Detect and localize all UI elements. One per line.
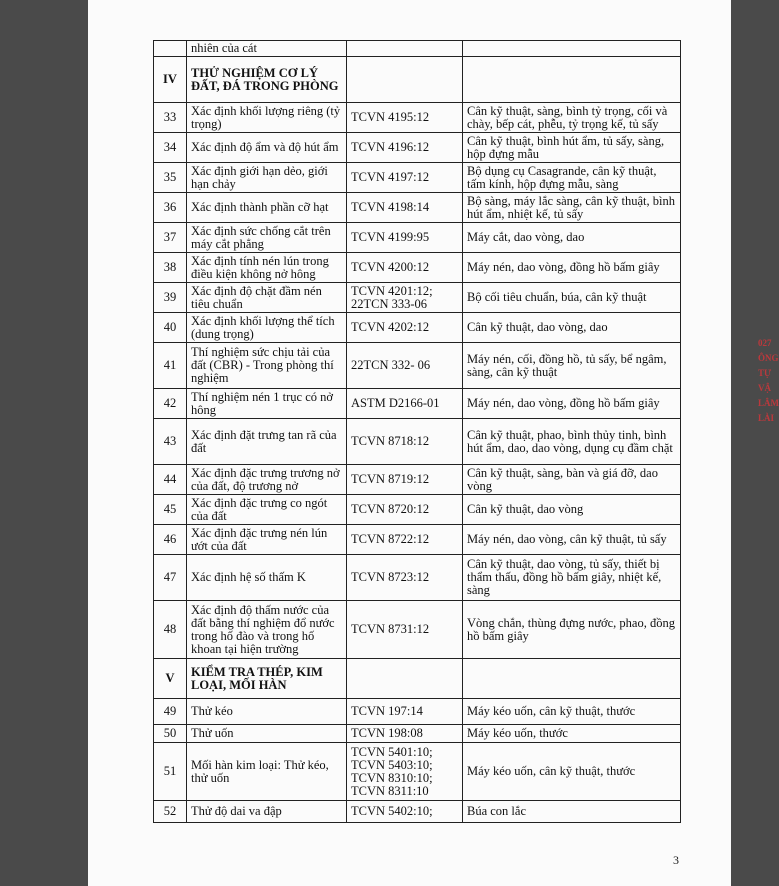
row-number: 33: [154, 103, 187, 133]
test-standard: TCVN 4195:12: [347, 103, 463, 133]
test-table-body: [154, 41, 681, 823]
row-number: 41: [154, 343, 187, 389]
row-number: 44: [154, 465, 187, 495]
test-name: Xác định độ ẩm và độ hút ẩm: [187, 133, 347, 163]
section-row: [154, 659, 681, 699]
test-name: Xác định độ thấm nước của đất bằng thí nghiệm đổ nước trong hố đào và trong hố khoan tại hiện trường: [187, 601, 347, 659]
test-name: Xác định sức chống cắt trên máy cắt phẳng: [187, 223, 347, 253]
stamp-text: VẬ: [758, 383, 771, 393]
table-row: [154, 725, 681, 743]
test-standard: TCVN 4201:12; 22TCN 333-06: [347, 283, 463, 313]
table-row: [154, 253, 681, 283]
test-standard: TCVN 8731:12: [347, 601, 463, 659]
row-number: 34: [154, 133, 187, 163]
test-standard: [347, 57, 463, 103]
test-standard: TCVN 5402:10;: [347, 801, 463, 823]
test-standard: TCVN 4202:12: [347, 313, 463, 343]
test-name: Xác định đặc trưng co ngót của đất: [187, 495, 347, 525]
test-standard: TCVN 4196:12: [347, 133, 463, 163]
test-name: Xác định đặc trưng nén lún ướt của đất: [187, 525, 347, 555]
test-table: [153, 40, 681, 823]
table-row: [154, 495, 681, 525]
test-name: Thí nghiệm nén 1 trục có nở hông: [187, 389, 347, 419]
test-standard: ASTM D2166-01: [347, 389, 463, 419]
row-number: 49: [154, 699, 187, 725]
table-row: [154, 133, 681, 163]
row-number: 50: [154, 725, 187, 743]
table-row: [154, 103, 681, 133]
test-equipment: Máy cắt, dao vòng, dao: [463, 223, 681, 253]
test-equipment: Bộ sàng, máy lắc sàng, cân kỹ thuật, bình hút ẩm, nhiệt kế, tủ sấy: [463, 193, 681, 223]
test-name: Xác định thành phần cỡ hạt: [187, 193, 347, 223]
test-standard: TCVN 8718:12: [347, 419, 463, 465]
table-row: [154, 283, 681, 313]
test-standard: [347, 41, 463, 57]
table-row: [154, 525, 681, 555]
test-name: THỬ NGHIỆM CƠ LÝ ĐẤT, ĐÁ TRONG PHÒNG: [187, 57, 347, 103]
test-equipment: Cân kỹ thuật, dao vòng, tủ sấy, thiết bị thẩm thấu, đồng hồ bấm giây, nhiệt kế, sàng: [463, 555, 681, 601]
test-equipment: Máy nén, dao vòng, cân kỹ thuật, tủ sấy: [463, 525, 681, 555]
test-equipment: [463, 41, 681, 57]
stamp-text: LÀI: [758, 413, 775, 423]
test-standard: TCVN 8723:12: [347, 555, 463, 601]
test-name: Xác định đặt trưng tan rã của đất: [187, 419, 347, 465]
test-equipment: Máy kéo uốn, cân kỹ thuật, thước: [463, 699, 681, 725]
test-equipment: Búa con lắc: [463, 801, 681, 823]
row-number: [154, 41, 187, 57]
table-row: [154, 313, 681, 343]
test-name: Xác định khối lượng thể tích (dung trọng): [187, 313, 347, 343]
test-name: Xác định độ chặt đầm nén tiêu chuẩn: [187, 283, 347, 313]
test-equipment: Cân kỹ thuật, dao vòng: [463, 495, 681, 525]
row-number: 39: [154, 283, 187, 313]
row-number: 43: [154, 419, 187, 465]
table-row: [154, 555, 681, 601]
table-row: [154, 419, 681, 465]
test-equipment: Vòng chắn, thùng đựng nước, phao, đồng hồ bấm giây: [463, 601, 681, 659]
row-number: IV: [154, 57, 187, 103]
document-page: [88, 0, 731, 886]
table-row: [154, 743, 681, 801]
test-name: Thử độ dai va đập: [187, 801, 347, 823]
test-name: Thử uốn: [187, 725, 347, 743]
test-equipment: Cân kỹ thuật, sàng, bình tỷ trọng, cối và chày, bếp cát, phễu, tỷ trọng kế, tủ sấy: [463, 103, 681, 133]
test-standard: TCVN 4200:12: [347, 253, 463, 283]
test-equipment: Máy nén, dao vòng, đồng hồ bấm giây: [463, 389, 681, 419]
test-name: KIỂM TRA THÉP, KIM LOẠI, MỐI HÀN: [187, 659, 347, 699]
table-row: [154, 41, 681, 57]
table-row: [154, 163, 681, 193]
table-row: [154, 223, 681, 253]
table-row: [154, 801, 681, 823]
row-number: 45: [154, 495, 187, 525]
test-name: nhiên của cát: [187, 41, 347, 57]
test-equipment: Máy nén, cối, đồng hồ, tủ sấy, bể ngâm, sàng, cân kỹ thuật: [463, 343, 681, 389]
row-number: 47: [154, 555, 187, 601]
table-row: [154, 465, 681, 495]
row-number: 40: [154, 313, 187, 343]
stamp-text: TỰ: [758, 368, 772, 378]
row-number: 42: [154, 389, 187, 419]
test-equipment: [463, 57, 681, 103]
test-equipment: Cân kỹ thuật, phao, bình thủy tinh, bình hút ẩm, dao, dao vòng, dụng cụ đầm chặt: [463, 419, 681, 465]
test-equipment: Bộ cối tiêu chuẩn, búa, cân kỹ thuật: [463, 283, 681, 313]
test-equipment: Máy nén, dao vòng, đồng hồ bấm giây: [463, 253, 681, 283]
table-row: [154, 389, 681, 419]
row-number: 37: [154, 223, 187, 253]
test-equipment: Cân kỹ thuật, dao vòng, dao: [463, 313, 681, 343]
row-number: 36: [154, 193, 187, 223]
test-standard: [347, 659, 463, 699]
test-name: Thử kéo: [187, 699, 347, 725]
page-number: 3: [673, 853, 679, 867]
test-name: Xác định hệ số thấm K: [187, 555, 347, 601]
stamp-text: 027: [758, 338, 772, 348]
test-equipment: [463, 659, 681, 699]
test-standard: TCVN 4197:12: [347, 163, 463, 193]
table-row: [154, 699, 681, 725]
row-number: V: [154, 659, 187, 699]
row-number: 35: [154, 163, 187, 193]
test-standard: TCVN 198:08: [347, 725, 463, 743]
stamp-text: LÂM: [758, 398, 779, 408]
test-equipment: Máy kéo uốn, thước: [463, 725, 681, 743]
table-row: [154, 193, 681, 223]
test-equipment: Bộ dụng cụ Casagrande, cân kỹ thuật, tấm kính, hộp đựng mẫu, sàng: [463, 163, 681, 193]
row-number: 38: [154, 253, 187, 283]
row-number: 46: [154, 525, 187, 555]
row-number: 51: [154, 743, 187, 801]
table-row: [154, 601, 681, 659]
row-number: 48: [154, 601, 187, 659]
table-row: [154, 343, 681, 389]
test-name: Xác định khối lượng riêng (tỷ trọng): [187, 103, 347, 133]
test-name: Xác định giới hạn dẻo, giới hạn chảy: [187, 163, 347, 193]
test-table-wrapper: [153, 40, 681, 823]
test-name: Mối hàn kim loại: Thử kéo, thử uốn: [187, 743, 347, 801]
row-number: 52: [154, 801, 187, 823]
test-equipment: Máy kéo uốn, cân kỹ thuật, thước: [463, 743, 681, 801]
test-standard: TCVN 8719:12: [347, 465, 463, 495]
red-stamp-fragment: [758, 336, 779, 456]
test-standard: TCVN 4198:14: [347, 193, 463, 223]
test-name: Xác định tính nén lún trong điều kiện không nở hông: [187, 253, 347, 283]
test-standard: TCVN 4199:95: [347, 223, 463, 253]
stamp-text: ÔNG: [758, 353, 779, 363]
test-standard: 22TCN 332- 06: [347, 343, 463, 389]
test-standard: TCVN 8722:12: [347, 525, 463, 555]
test-standard: TCVN 5401:10; TCVN 5403:10; TCVN 8310:10; TCVN 8311:10: [347, 743, 463, 801]
section-row: [154, 57, 681, 103]
test-standard: TCVN 8720:12: [347, 495, 463, 525]
test-standard: TCVN 197:14: [347, 699, 463, 725]
test-name: Xác định đặc trưng trương nở của đất, độ trương nở: [187, 465, 347, 495]
test-name: Thí nghiệm sức chịu tải của đất (CBR) - Trong phòng thí nghiệm: [187, 343, 347, 389]
test-equipment: Cân kỹ thuật, sàng, bàn và giá đỡ, dao vòng: [463, 465, 681, 495]
test-equipment: Cân kỹ thuật, bình hút ẩm, tủ sấy, sàng, hộp đựng mẫu: [463, 133, 681, 163]
